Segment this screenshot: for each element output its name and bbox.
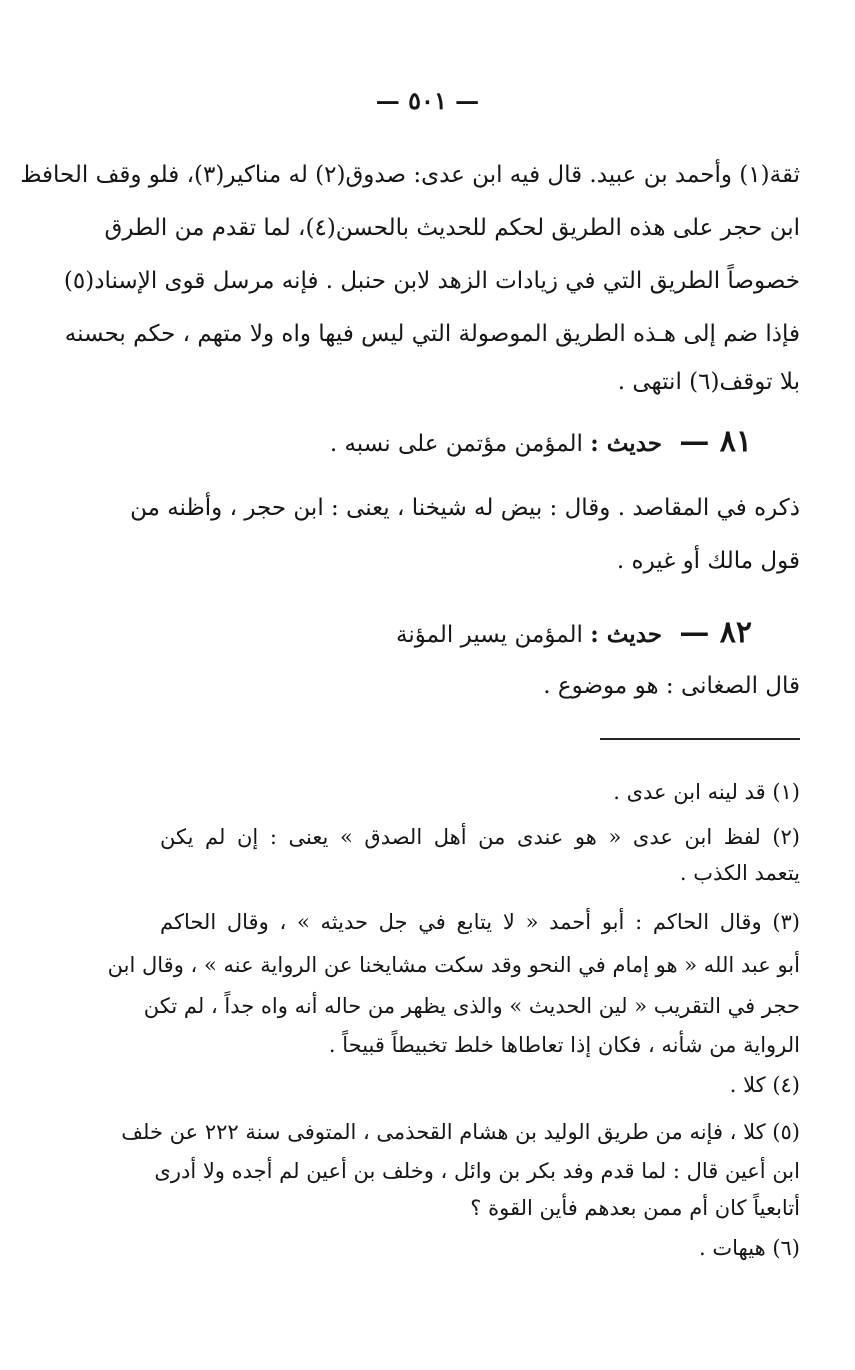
hadith-entry-82 [396,616,752,652]
footnote-3-line-4: الرواية من شأنه ، فكان إذا تعاطاها خلط تخبيطاً قبيحاً . [328,1033,800,1057]
footnote-5-line-1: (٥) كلا ، فإنه من طريق الوليد بن هشام القحذمى ، المتوفى سنة ٢٢٢ عن خلف [121,1120,800,1144]
footnote-2-line-1: (٢) لفظ ابن عدى « هو عندى من أهل الصدق » يعنى : إن لم يكن [160,825,800,849]
body-line-1: ثقة(١) وأحمد بن عبيد. قال فيه ابن عدى: صدوق(٢) له مناكير(٣)، فلو وقف الحافظ [20,162,800,188]
entry-number: ٨١ — [679,424,752,459]
page-number: — ٥٠١ — [375,86,480,115]
entry82-commentary: قال الصغانى : هو موضوع . [543,673,800,699]
entry-text: المؤمن يسير المؤنة [396,622,583,648]
body-line-3: خصوصاً الطريق التي في زيادات الزهد لابن حنبل . فإنه مرسل قوى الإسناد(٥) [63,268,800,294]
body-line-2: ابن حجر على هذه الطريق لحكم للحديث بالحسن(٤)، لما تقدم من الطرق [104,215,800,241]
footnote-2-line-2: يتعمد الكذب . [679,861,800,885]
footnote-5-line-3: أتابعياً كان أم ممن بعدهم فأين القوة ؟ [470,1196,800,1220]
footnote-3-line-3: حجر في التقريب « لين الحديث » والذى يظهر من حاله أنه واه جداً ، لم تكن [143,994,800,1018]
body-line-5: بلا توقف(٦) انتهى . [617,369,800,395]
footnote-5-line-2: ابن أعين قال : لما قدم وفد بكر بن وائل ، وخلف بن أعين لم أجده ولا أدرى [154,1159,800,1183]
footnote-1: (١) قد لينه ابن عدى . [613,780,800,804]
footnote-separator [600,738,800,740]
entry-text: المؤمن مؤتمن على نسبه . [329,431,583,457]
hadith-entry-81 [330,425,752,461]
footnote-6: (٦) هيهات . [699,1236,800,1260]
entry-label: حديث : [590,430,662,457]
entry81-commentary-line-2: قول مالك أو غيره . [616,548,800,574]
footnote-4: (٤) كلا . [729,1073,800,1097]
footnote-3-line-2: أبو عبد الله « هو إمام في النحو وقد سكت مشايخنا عن الرواية عنه » ، وقال ابن [107,953,800,977]
entry81-commentary-line-1: ذكره في المقاصد . وقال : بيض له شيخنا ، يعنى : ابن حجر ، وأظنه من [130,495,800,521]
entry-label: حديث : [590,621,662,648]
body-line-4: فإذا ضم إلى هـذه الطريق الموصولة التي ليس فيها واه ولا متهم ، حكم بحسنه [64,321,800,347]
footnote-3-line-1: (٣) وقال الحاكم : أبو أحمد « لا يتابع في جل حديثه » ، وقال الحاكم [160,910,800,934]
entry-number: ٨٢ — [679,615,752,650]
